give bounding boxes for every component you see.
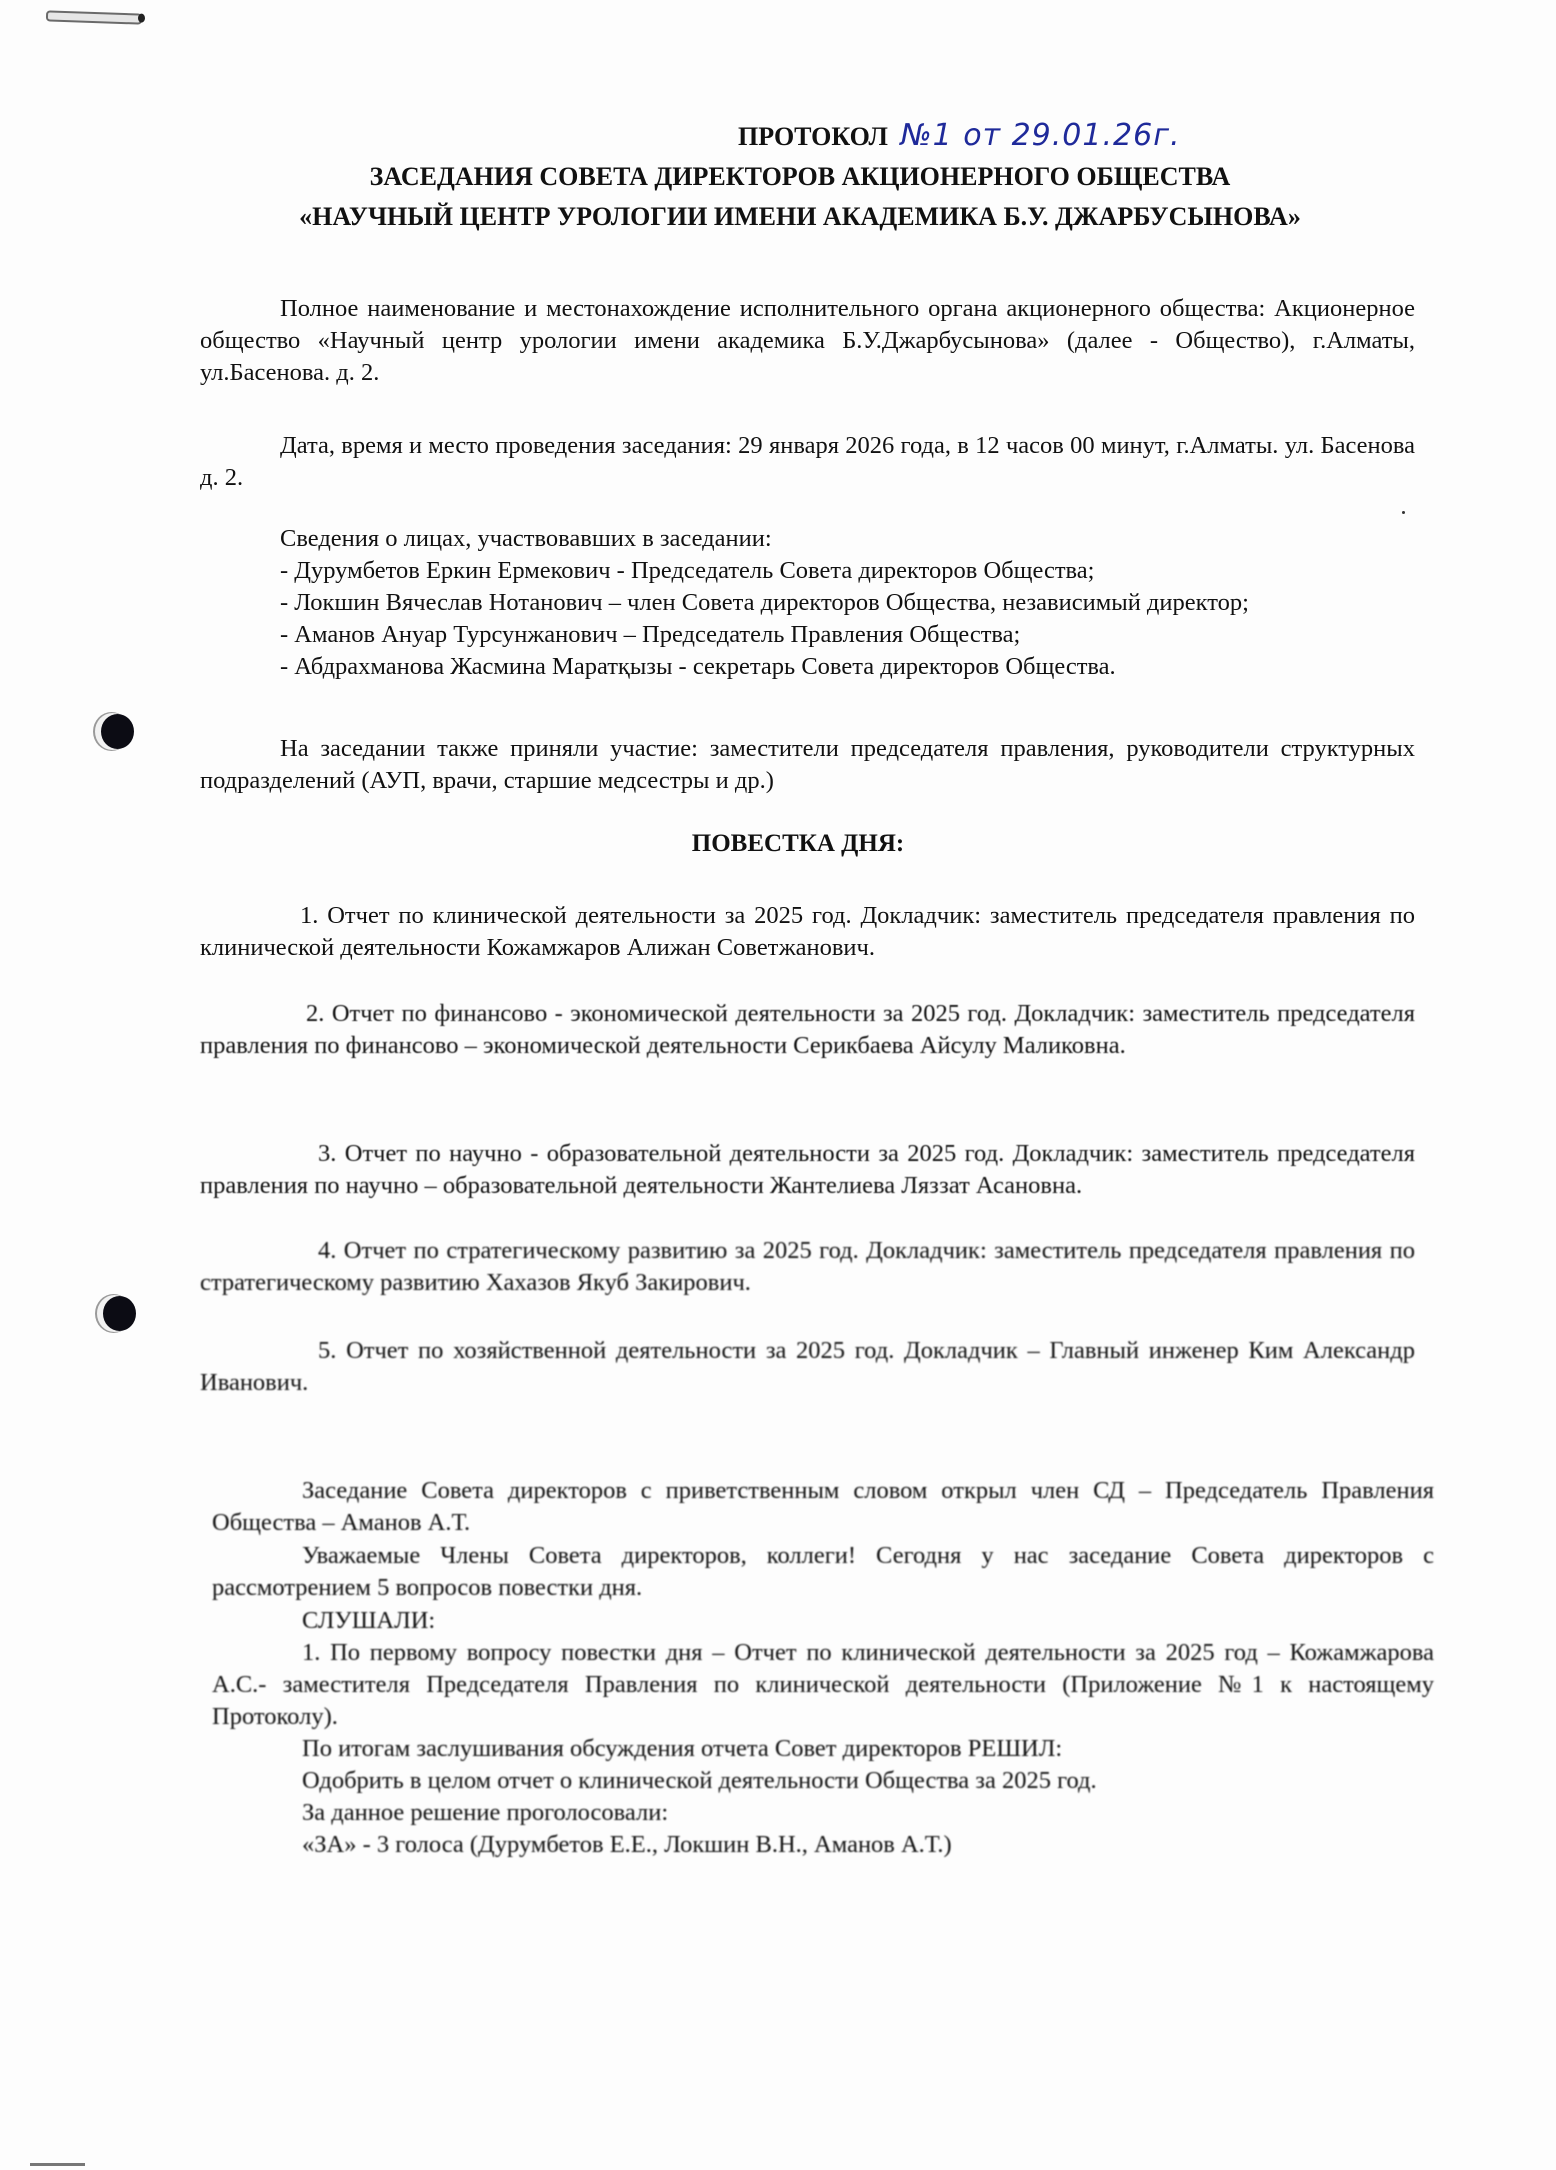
greeting-text: Уважаемые Члены Совета директоров, коллеги! Сегодня у нас заседание Совета директоров с рассмотрением 5 вопросов повестки дня. — [212, 1542, 1434, 1601]
meeting-info-paragraph — [200, 430, 1415, 494]
agenda-item-text: 4. Отчет по стратегическому развитию за 2025 год. Докладчик: заместитель председателя правления по стратегическому развитию Хахазов Якуб Закирович. — [200, 1237, 1415, 1296]
protocol-title — [738, 118, 1181, 153]
staple-mark — [46, 10, 142, 24]
decided-line: По итогам заслушивания обсуждения отчета Совет директоров РЕШИЛ: — [302, 1735, 1063, 1762]
decision-section — [302, 1733, 1432, 1861]
agenda-heading: ПОВЕСТКА ДНЯ: — [691, 830, 905, 857]
agenda-item-5 — [200, 1335, 1415, 1399]
scan-edge-mark — [30, 2163, 85, 2166]
agenda-item-text: 5. Отчет по хозяйственной деятельности за 2025 год. Докладчик – Главный инженер Ким Александр Иванович. — [200, 1337, 1415, 1396]
also-attended-paragraph — [200, 733, 1415, 797]
protocol-subtitle-2: «НАУЧНЫЙ ЦЕНТР УРОЛОГИИ ИМЕНИ АКАДЕМИКА Б.У. ДЖАРБУСЫНОВА» — [299, 202, 1301, 231]
heard-item-text: 1. По первому вопросу повестки дня – Отчет по клинической деятельности за 2025 год – Кожамжарова А.С.- заместителя Председателя Правления по клинической деятельности (Приложение №1 к настоящему Протоколу). — [212, 1639, 1434, 1730]
participant-item: - Абдрахманова Жасмина Маратқызы - секретарь Совета директоров Общества. — [280, 653, 1116, 680]
participant-item: - Аманов Ануар Турсунжанович – Председатель Правления Общества; — [280, 621, 1021, 648]
agenda-item-3 — [200, 1138, 1415, 1202]
agenda-item-2 — [200, 998, 1415, 1062]
agenda-item-1 — [200, 900, 1415, 964]
agenda-item-text: 2. Отчет по финансово - экономической деятельности за 2025 год. Докладчик: заместитель председателя правления по финансово – экономической деятельности Серикбаева Айсулу Маликовна. — [200, 1000, 1415, 1059]
participants-section — [200, 523, 1415, 683]
greeting-paragraph — [212, 1540, 1434, 1604]
participant-item: - Локшин Вячеслав Нотанович – член Совета директоров Общества, независимый директор; — [280, 589, 1249, 616]
handwritten-number-date: №1 от 29.01.26г. — [900, 118, 1181, 153]
opening-text: Заседание Совета директоров с приветственным словом открыл член СД – Председатель Правления Общества – Аманов А.Т. — [212, 1477, 1434, 1536]
voted-line: За данное решение проголосовали: — [302, 1799, 669, 1826]
agenda-item-text: 3. Отчет по научно - образовательной деятельности за 2025 год. Докладчик: заместитель председателя правления по научно – образовательной деятельности Жантелиева Ляззат Асановна. — [200, 1140, 1415, 1199]
protocol-subtitle-1: ЗАСЕДАНИЯ СОВЕТА ДИРЕКТОРОВ АКЦИОНЕРНОГО ОБЩЕСТВА — [369, 162, 1231, 191]
participants-heading: Сведения о лицах, участвовавших в заседании: — [280, 525, 772, 552]
executive-body-text: Полное наименование и местонахождение исполнительного органа акционерного общества: Акционерное общество «Научный центр урологии имени академика Б.У.Джарбусынова» (далее - Общество), г.Алматы, ул.Басенова. д. 2. — [200, 295, 1415, 386]
votes-for-line: «ЗА» - 3 голоса (Дурумбетов Е.Е., Локшин В.Н., Аманов А.Т.) — [302, 1831, 952, 1858]
agenda-item-text: 1. Отчет по клинической деятельности за 2025 год. Докладчик: заместитель председателя правления по клинической деятельности Кожамжаров Алижан Советжанович. — [200, 902, 1415, 961]
heard-item-1 — [212, 1637, 1434, 1733]
agenda-item-4 — [200, 1235, 1415, 1299]
decision-line: Одобрить в целом отчет о клинической деятельности Общества за 2025 год. — [302, 1767, 1097, 1794]
also-attended-text: На заседании также приняли участие: заместители председателя правления, руководители структурных подразделений (АУП, врачи, старшие медсестры и др.) — [200, 735, 1415, 794]
protocol-title-printed: ПРОТОКОЛ — [738, 122, 888, 151]
punch-hole-icon — [101, 714, 134, 749]
opening-paragraph — [212, 1475, 1434, 1539]
heard-label: СЛУШАЛИ: — [302, 1607, 436, 1634]
speck — [1402, 511, 1405, 514]
participant-item: - Дурумбетов Еркин Ермекович - Председатель Совета директоров Общества; — [280, 557, 1095, 584]
executive-body-paragraph — [200, 293, 1415, 389]
meeting-info-text: Дата, время и место проведения заседания: 29 января 2026 года, в 12 часов 00 минут, г.Алматы. ул. Басенова д. 2. — [200, 432, 1415, 491]
punch-hole-icon — [103, 1296, 136, 1331]
